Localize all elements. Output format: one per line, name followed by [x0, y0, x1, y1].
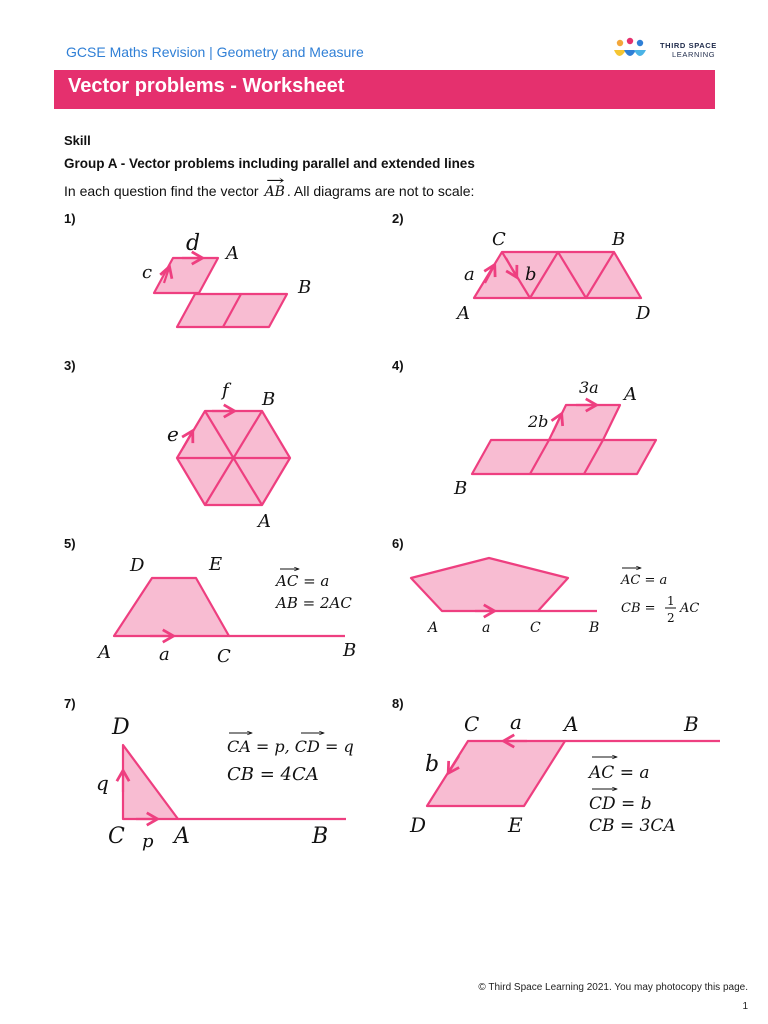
q5-label-B: B: [343, 640, 357, 661]
q7-label-A: A: [174, 824, 190, 849]
q6-fraction-numerator: 1: [667, 594, 675, 608]
q4-label-3a: 3a: [579, 378, 599, 397]
q8-given-1: AC = a: [589, 763, 650, 783]
q6-label-C: C: [530, 620, 541, 636]
question-3-number: 3): [64, 358, 76, 373]
q8-label-E: E: [508, 813, 523, 837]
skill-label: Skill: [64, 133, 91, 148]
q1-label-d: d: [186, 231, 201, 256]
q2-label-D: D: [636, 303, 651, 324]
q3-label-e: e: [167, 422, 179, 446]
q2-label-a: a: [464, 264, 475, 285]
question-2-number: 2): [392, 211, 404, 226]
q5-trapezium: [114, 578, 229, 636]
instruction-pre: In each question find the vector: [64, 183, 259, 199]
q4-label-B: B: [454, 478, 468, 499]
instruction-post: . All diagrams are not to scale:: [286, 183, 475, 199]
q1-small-parallelogram: [154, 258, 218, 293]
question-8-number: 8): [392, 696, 404, 711]
q3-label-B: B: [262, 389, 276, 410]
q7-label-p: p: [142, 831, 154, 852]
copyright-footer: © Third Space Learning 2021. You may photocopy this page.: [478, 982, 748, 993]
q8-parallelogram: [427, 741, 565, 806]
q3-label-A: A: [258, 511, 271, 532]
q5-label-D: D: [130, 555, 145, 576]
q2-label-C: C: [492, 229, 506, 250]
q8-given-2: CD = b: [589, 794, 652, 814]
q5-given-2: AB = 2AC: [276, 594, 352, 612]
q8-label-B: B: [684, 712, 699, 736]
q8-label-A: A: [564, 712, 579, 736]
q8-label-b: b: [425, 752, 440, 777]
q5-label-A: A: [98, 642, 111, 663]
q6-pentagon: [411, 558, 568, 611]
q6-given-3: AC: [680, 601, 700, 616]
question-1-number: 1): [64, 211, 76, 226]
group-heading: Group A - Vector problems including parallel and extended lines: [64, 156, 475, 171]
q4-label-A: A: [624, 384, 637, 405]
breadcrumb: GCSE Maths Revision | Geometry and Measure: [66, 44, 364, 60]
question-7-number: 7): [64, 696, 76, 711]
page-number: 1: [742, 1001, 748, 1012]
question-8-diagram: [427, 741, 720, 806]
q8-label-D: D: [410, 813, 427, 837]
q8-given-3: CB = 3CA: [589, 816, 676, 836]
q7-label-C: C: [108, 824, 125, 849]
question-5-number: 5): [64, 536, 76, 551]
q6-given-2: CB =: [621, 601, 656, 616]
q1-label-c: c: [142, 262, 153, 283]
q7-label-q: q: [96, 771, 109, 795]
q3-label-f: f: [222, 380, 229, 401]
q7-triangle: [123, 745, 178, 819]
question-4-number: 4): [392, 358, 404, 373]
q4-top-parallelogram: [549, 405, 620, 440]
question-6-diagram: [411, 558, 597, 611]
q6-label-A: A: [428, 620, 439, 636]
q4-bottom-parallelogram: [472, 440, 656, 474]
q8-label-a: a: [510, 710, 522, 734]
q8-label-C: C: [464, 712, 480, 736]
q5-label-E: E: [209, 554, 223, 575]
q2-label-b: b: [525, 264, 537, 285]
q7-label-B: B: [312, 824, 329, 849]
q1-label-B: B: [298, 277, 312, 298]
q7-label-D: D: [112, 715, 130, 740]
q6-label-a: a: [482, 620, 491, 636]
q2-label-A: A: [457, 303, 470, 324]
q6-label-B: B: [589, 620, 600, 636]
question-1-diagram: [154, 258, 287, 327]
q2-trapezium: [474, 252, 641, 298]
vector-ab: → AB: [264, 184, 284, 200]
q5-label-a: a: [159, 644, 170, 665]
question-4-diagram: [472, 405, 656, 474]
logo-line-2: LEARNING: [672, 50, 716, 59]
question-2-diagram: [474, 252, 641, 298]
q6-given-1: AC = a: [621, 573, 668, 588]
question-6-number: 6): [392, 536, 404, 551]
logo-line-1: THIRD SPACE: [660, 41, 717, 50]
q2-label-B: B: [612, 229, 626, 250]
q7-given-1: CA = p, CD = q: [227, 737, 354, 756]
q1-label-A: A: [226, 243, 239, 264]
question-3-diagram: [177, 411, 290, 505]
q7-given-2: CB = 4CA: [227, 764, 319, 785]
q5-given-1: AC = a: [276, 572, 330, 590]
q4-label-2b: 2b: [528, 412, 549, 431]
q5-label-C: C: [217, 646, 231, 667]
page-title: Vector problems - Worksheet: [68, 75, 345, 97]
q6-fraction-denominator: 2: [667, 611, 675, 625]
